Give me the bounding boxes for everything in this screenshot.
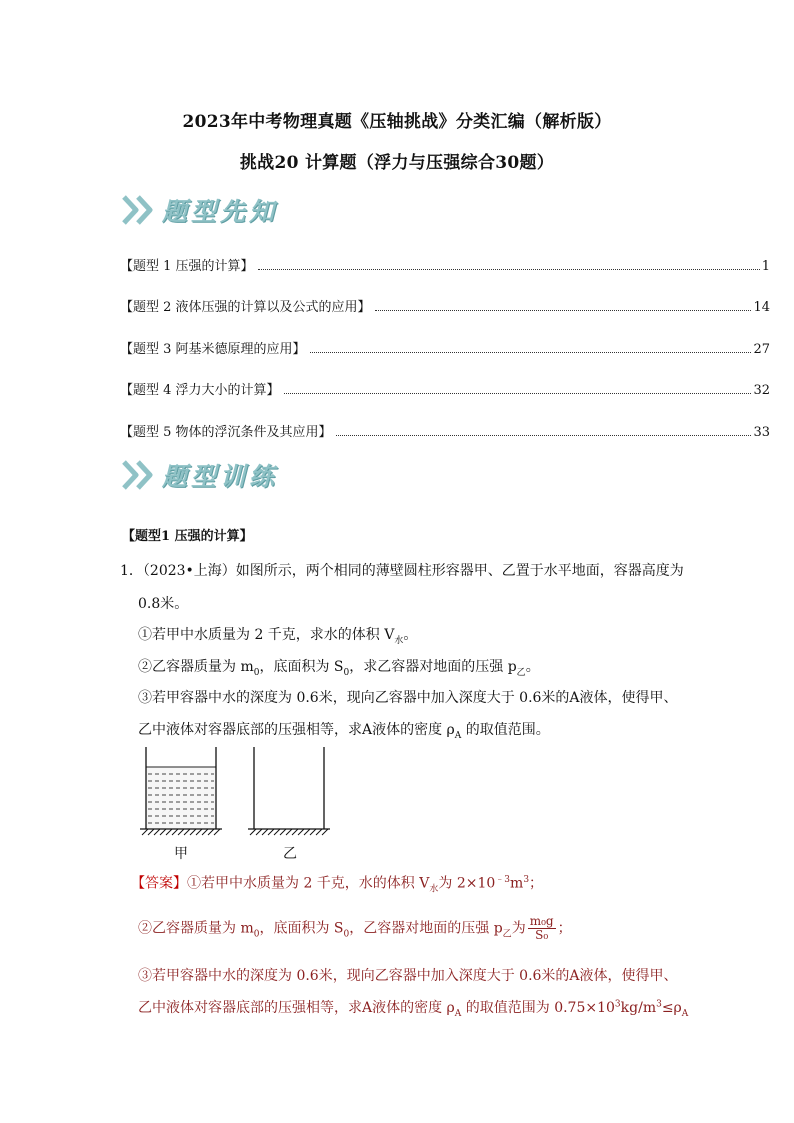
subscript: 0	[253, 667, 260, 678]
question-part-1	[138, 624, 417, 646]
text: 。	[525, 659, 540, 675]
text: m	[510, 875, 524, 892]
subscript: A	[681, 1008, 689, 1019]
text: 。	[403, 627, 418, 643]
subscript: 水	[394, 635, 404, 646]
subscript: 乙	[516, 667, 526, 678]
toc-item[interactable]	[120, 337, 770, 357]
toc-item-page: 14	[753, 300, 770, 315]
superscript: 3	[523, 875, 530, 885]
toc-item[interactable]	[120, 378, 770, 398]
text: ，底面积为 S	[259, 920, 344, 937]
toc-leader	[284, 392, 752, 394]
text: ，底面积为 S	[259, 659, 344, 675]
banner-toc-text: 题型先知	[162, 197, 279, 226]
subscript: A	[454, 730, 462, 741]
page-subtitle: 挑战20 计算题（浮力与压强综合30题）	[239, 153, 555, 173]
container-yi	[248, 747, 330, 835]
figure-label-yi: 乙	[283, 846, 297, 862]
toc-item[interactable]	[120, 295, 770, 315]
subscript: A	[454, 1008, 462, 1019]
toc-item-label: 【题型 5 物体的浮沉条件及其应用】	[120, 425, 332, 440]
text: ①若甲中水质量为 2 千克，求水的体积 V	[138, 627, 395, 643]
toc-item-label: 【题型 2 液体压强的计算以及公式的应用】	[120, 300, 371, 315]
subscript: 0	[343, 929, 350, 940]
water-body	[146, 767, 216, 829]
containers-figure	[136, 745, 346, 865]
text: ≤ρ	[661, 1000, 682, 1016]
toc-item-label: 【题型 3 阿基米德原理的应用】	[120, 342, 306, 357]
banner-training	[120, 457, 278, 493]
text: 乙中液体对容器底部的压强相等，求A液体的密度 ρ	[138, 722, 455, 738]
question-line: 0.8米。	[138, 596, 189, 612]
answer-part-1	[131, 872, 543, 894]
toc-item-page: 27	[753, 342, 770, 357]
section-heading: 【题型1 压强的计算】	[122, 529, 253, 544]
text: ②乙容器质量为 m	[138, 659, 254, 675]
toc-item[interactable]	[120, 420, 770, 440]
question-part-3-cont	[138, 719, 550, 741]
text: 为	[511, 920, 526, 937]
question-part-2	[138, 656, 540, 678]
text: ；	[529, 875, 544, 892]
text: ，求乙容器对地面的压强 p	[349, 659, 517, 675]
ground-hatch	[142, 829, 220, 835]
text: ②乙容器质量为 m	[138, 920, 254, 937]
toc-item-label: 【题型 4 浮力大小的计算】	[120, 383, 280, 398]
superscript: 3	[614, 999, 621, 1010]
answer-tag: 【答案】	[131, 875, 187, 892]
superscript: 3	[656, 999, 662, 1010]
subscript: 0	[343, 667, 350, 678]
superscript: ﹣3	[495, 875, 511, 885]
text: ，乙容器对地面的压强 p	[349, 920, 503, 937]
banner-training-text: 题型训练	[162, 462, 279, 491]
page-title: 2023年中考物理真题《压轴挑战》分类汇编（解析版）	[182, 112, 612, 132]
question-part-3: ③若甲容器中水的深度为 0.6米，现向乙容器中加入深度大于 0.6米的A液体，使得甲、	[138, 690, 678, 706]
text: 为 2×10	[438, 875, 496, 892]
toc-leader	[310, 351, 752, 353]
fraction-numerator: m₀g	[529, 914, 554, 928]
text: ；	[557, 920, 572, 937]
toc-leader	[336, 434, 752, 436]
text: 的取值范围为 0.75×10	[461, 1000, 615, 1016]
toc-item-page: 1	[761, 259, 770, 274]
text: 的取值范围。	[461, 722, 550, 738]
text: 乙中液体对容器底部的压强相等，求A液体的密度 ρ	[138, 1000, 455, 1016]
banner-toc	[120, 192, 278, 228]
toc-leader	[258, 268, 760, 270]
double-chevron-icon	[120, 458, 160, 492]
toc-item-label: 【题型 1 压强的计算】	[120, 259, 254, 274]
toc-item-page: 32	[753, 383, 770, 398]
text: ①若甲中水质量为 2 千克，水的体积 V	[187, 875, 430, 892]
ground-hatch	[250, 829, 328, 835]
double-chevron-icon	[120, 193, 160, 227]
figure-label-jia: 甲	[174, 846, 188, 862]
toc-item-page: 33	[753, 425, 770, 440]
answer-part-3-cont	[138, 997, 688, 1019]
subscript: 乙	[502, 929, 512, 940]
container-jia	[140, 747, 222, 835]
fraction	[528, 915, 556, 942]
fraction-denominator: S₀	[535, 928, 549, 942]
question-line: 1．（2023•上海）如图所示，两个相同的薄壁圆柱形容器甲、乙置于水平地面，容器高度为	[120, 563, 684, 579]
subscript: 0	[253, 929, 260, 940]
subscript: 水	[429, 884, 439, 895]
text: kg/m	[620, 1000, 657, 1016]
toc-item[interactable]	[120, 254, 770, 274]
answer-part-2	[138, 915, 572, 942]
answer-part-3: ③若甲容器中水的深度为 0.6米，现向乙容器中加入深度大于 0.6米的A液体，使得甲、	[138, 968, 678, 984]
toc-leader	[375, 309, 752, 311]
